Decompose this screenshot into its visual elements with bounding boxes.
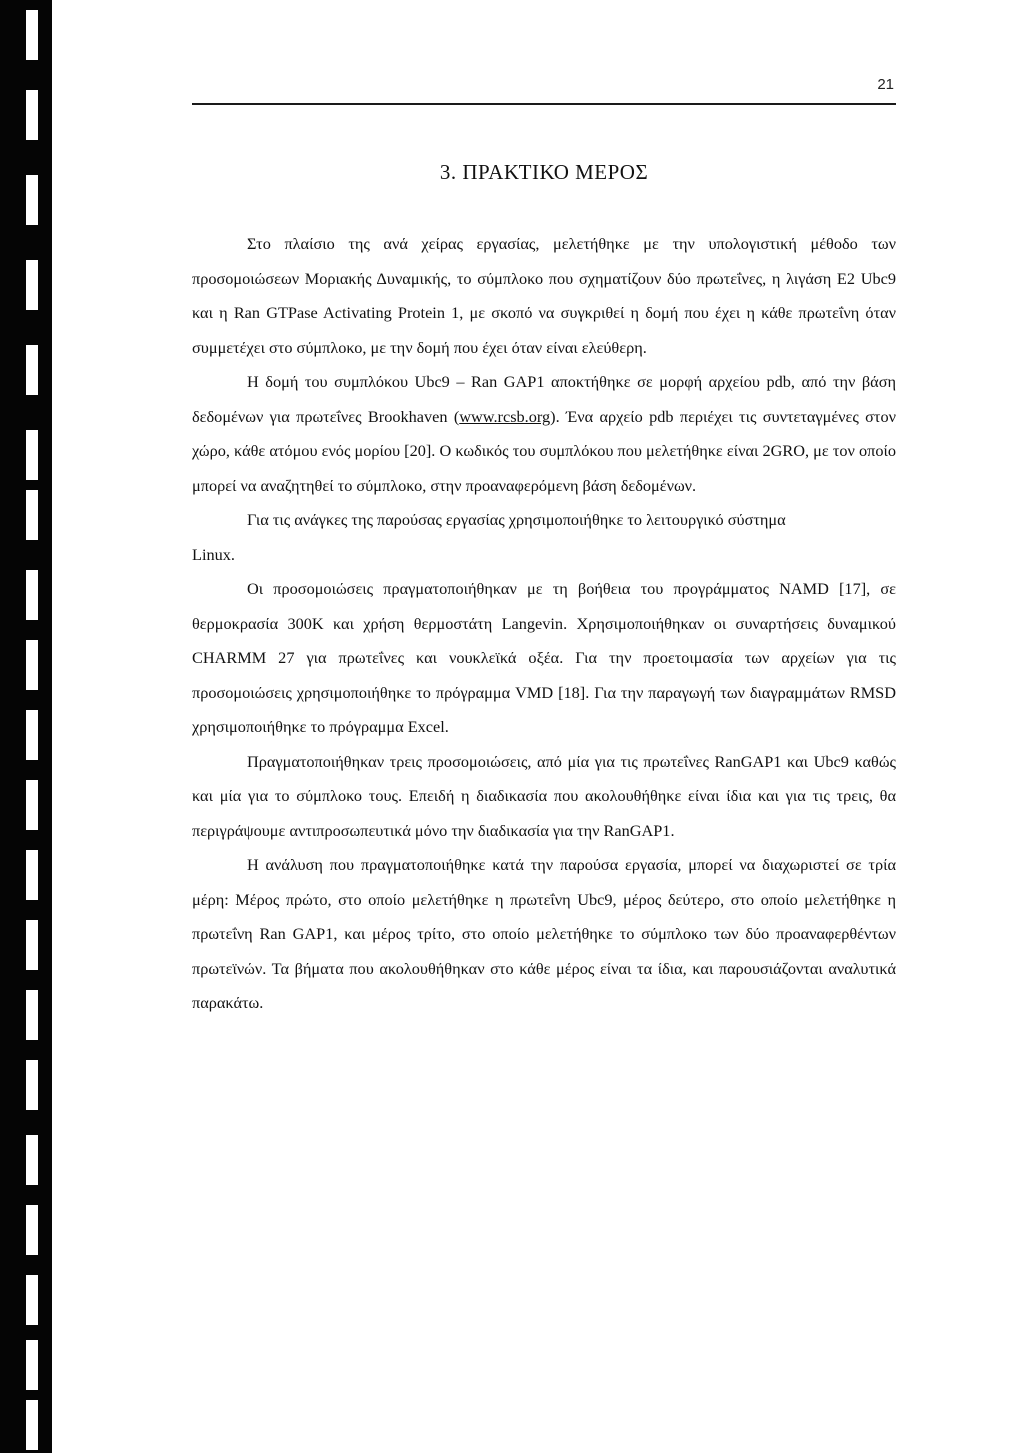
- paragraph-structure-source: [192, 365, 896, 503]
- section-title: 3. ΠΡΑΚΤΙΚΟ ΜΕΡΟΣ: [439, 160, 649, 184]
- paragraph-os: Για τις ανάγκες της παρούσας εργασίας χρησιμοποιήθηκε το λειτουργικό σύστημα: [247, 510, 786, 529]
- binding-hole: [26, 640, 38, 690]
- body-text: [192, 227, 896, 1021]
- page-number: 21: [877, 76, 894, 93]
- binding-hole: [26, 920, 38, 970]
- binding-hole: [26, 430, 38, 480]
- binding-hole: [26, 490, 38, 540]
- binding-hole: [26, 850, 38, 900]
- binding-hole: [26, 1205, 38, 1255]
- paragraph-simulations: Πραγματοποιήθηκαν τρεις προσομοιώσεις, από μία για τις πρωτεΐνες RanGAP1 και Ubc9 καθώς και μία για το σύμπλοκο τους. Επειδή η διαδικασία που ακολουθήθηκε είναι ίδια και για τις τρεις, θα περιγράψουμε αντιπροσωπευτικά μόνο την διαδικασία για την RanGAP1.: [192, 751, 896, 840]
- binding-hole: [26, 10, 38, 60]
- paragraph-analysis: Η ανάλυση που πραγματοποιήθηκε κατά την παρούσα εργασία, μπορεί να διαχωριστεί σε τρία μέρη: Μέρος πρώτο, στο οποίο μελετήθηκε η πρωτεΐνη Ubc9, μέρος δεύτερο, στο οποίο μελετήθηκε η πρωτεΐνη Ran GAP1, και μέρος τρίτο, στο οποίο μελετήθηκε το σύμπλοκο των δύο προαναφερθέντων πρωτεϊνών. Τα βήματα που ακολουθήθηκαν στο κάθε μέρος είναι τα ίδια, και παρουσιάζονται αναλυτικά παρακάτω.: [192, 855, 896, 1012]
- scan-left-border: [0, 0, 52, 1453]
- binding-hole: [26, 1135, 38, 1185]
- binding-hole: [26, 175, 38, 225]
- binding-hole: [26, 1060, 38, 1110]
- paragraph-intro: Στο πλαίσιο της ανά χείρας εργασίας, μελετήθηκε με την υπολογιστική μέθοδο των προσομοιώσεων Μοριακής Δυναμικής, το σύμπλοκο που σχηματίζουν δύο πρωτεΐνες, η λιγάση E2 Ubc9 και η Ran GTPase Activating Protein 1, με σκοπό να συγκριθεί η δομή που έχει η κάθε πρωτεΐνη όταν συμμετέχει στο σύμπλοκο, με την δομή που έχει όταν είναι ελεύθερη.: [192, 234, 896, 357]
- paragraph-os-continued: Linux.: [192, 544, 235, 564]
- binding-hole: [26, 570, 38, 620]
- rcsb-link[interactable]: www.rcsb.org: [459, 406, 551, 426]
- header-rule: [192, 103, 896, 105]
- paragraph-text: Η δομή του συμπλόκου Ubc9 – Ran GAP1 αποκτήθηκε σε μορφή αρχείου pdb, από την βάση δεδομένων για πρωτεΐνες Brookhaven (: [192, 372, 896, 426]
- paragraph-simulation-setup: Οι προσομοιώσεις πραγματοποιήθηκαν με τη βοήθεια του προγράμματος NAMD [17], σε θερμοκρασία 300K και χρήση θερμοστάτη Langevin. Χρησιμοποιήθηκαν οι συναρτήσεις δυναμικού CHARMM 27 για πρωτεΐνες και νουκλεϊκά οξέα. Για την προετοιμασία των αρχείων για τις προσομοιώσεις χρησιμοποιήθηκε το πρόγραμμα VMD [18]. Για την παραγωγή των διαγραμμάτων RMSD χρησιμοποιήθηκε το πρόγραμμα Excel.: [192, 579, 896, 736]
- binding-hole: [26, 345, 38, 395]
- binding-hole: [26, 1340, 38, 1390]
- binding-hole: [26, 90, 38, 140]
- binding-hole: [26, 990, 38, 1040]
- binding-hole: [26, 1275, 38, 1325]
- binding-hole: [26, 780, 38, 830]
- binding-hole: [26, 260, 38, 310]
- paragraph-text: ). Ένα αρχείο pdb περιέχει τις συντεταγμένες στον χώρο, κάθε ατόμου ενός μορίου [20]. Ο κωδικός του συμπλόκου που μελετήθηκε είναι 2GRO, με τον οποίο μπορεί να αναζητηθεί το σύμπλοκο, στην προαναφερόμενη βάση δεδομένων.: [192, 406, 896, 495]
- binding-hole: [26, 1400, 38, 1450]
- binding-hole: [26, 710, 38, 760]
